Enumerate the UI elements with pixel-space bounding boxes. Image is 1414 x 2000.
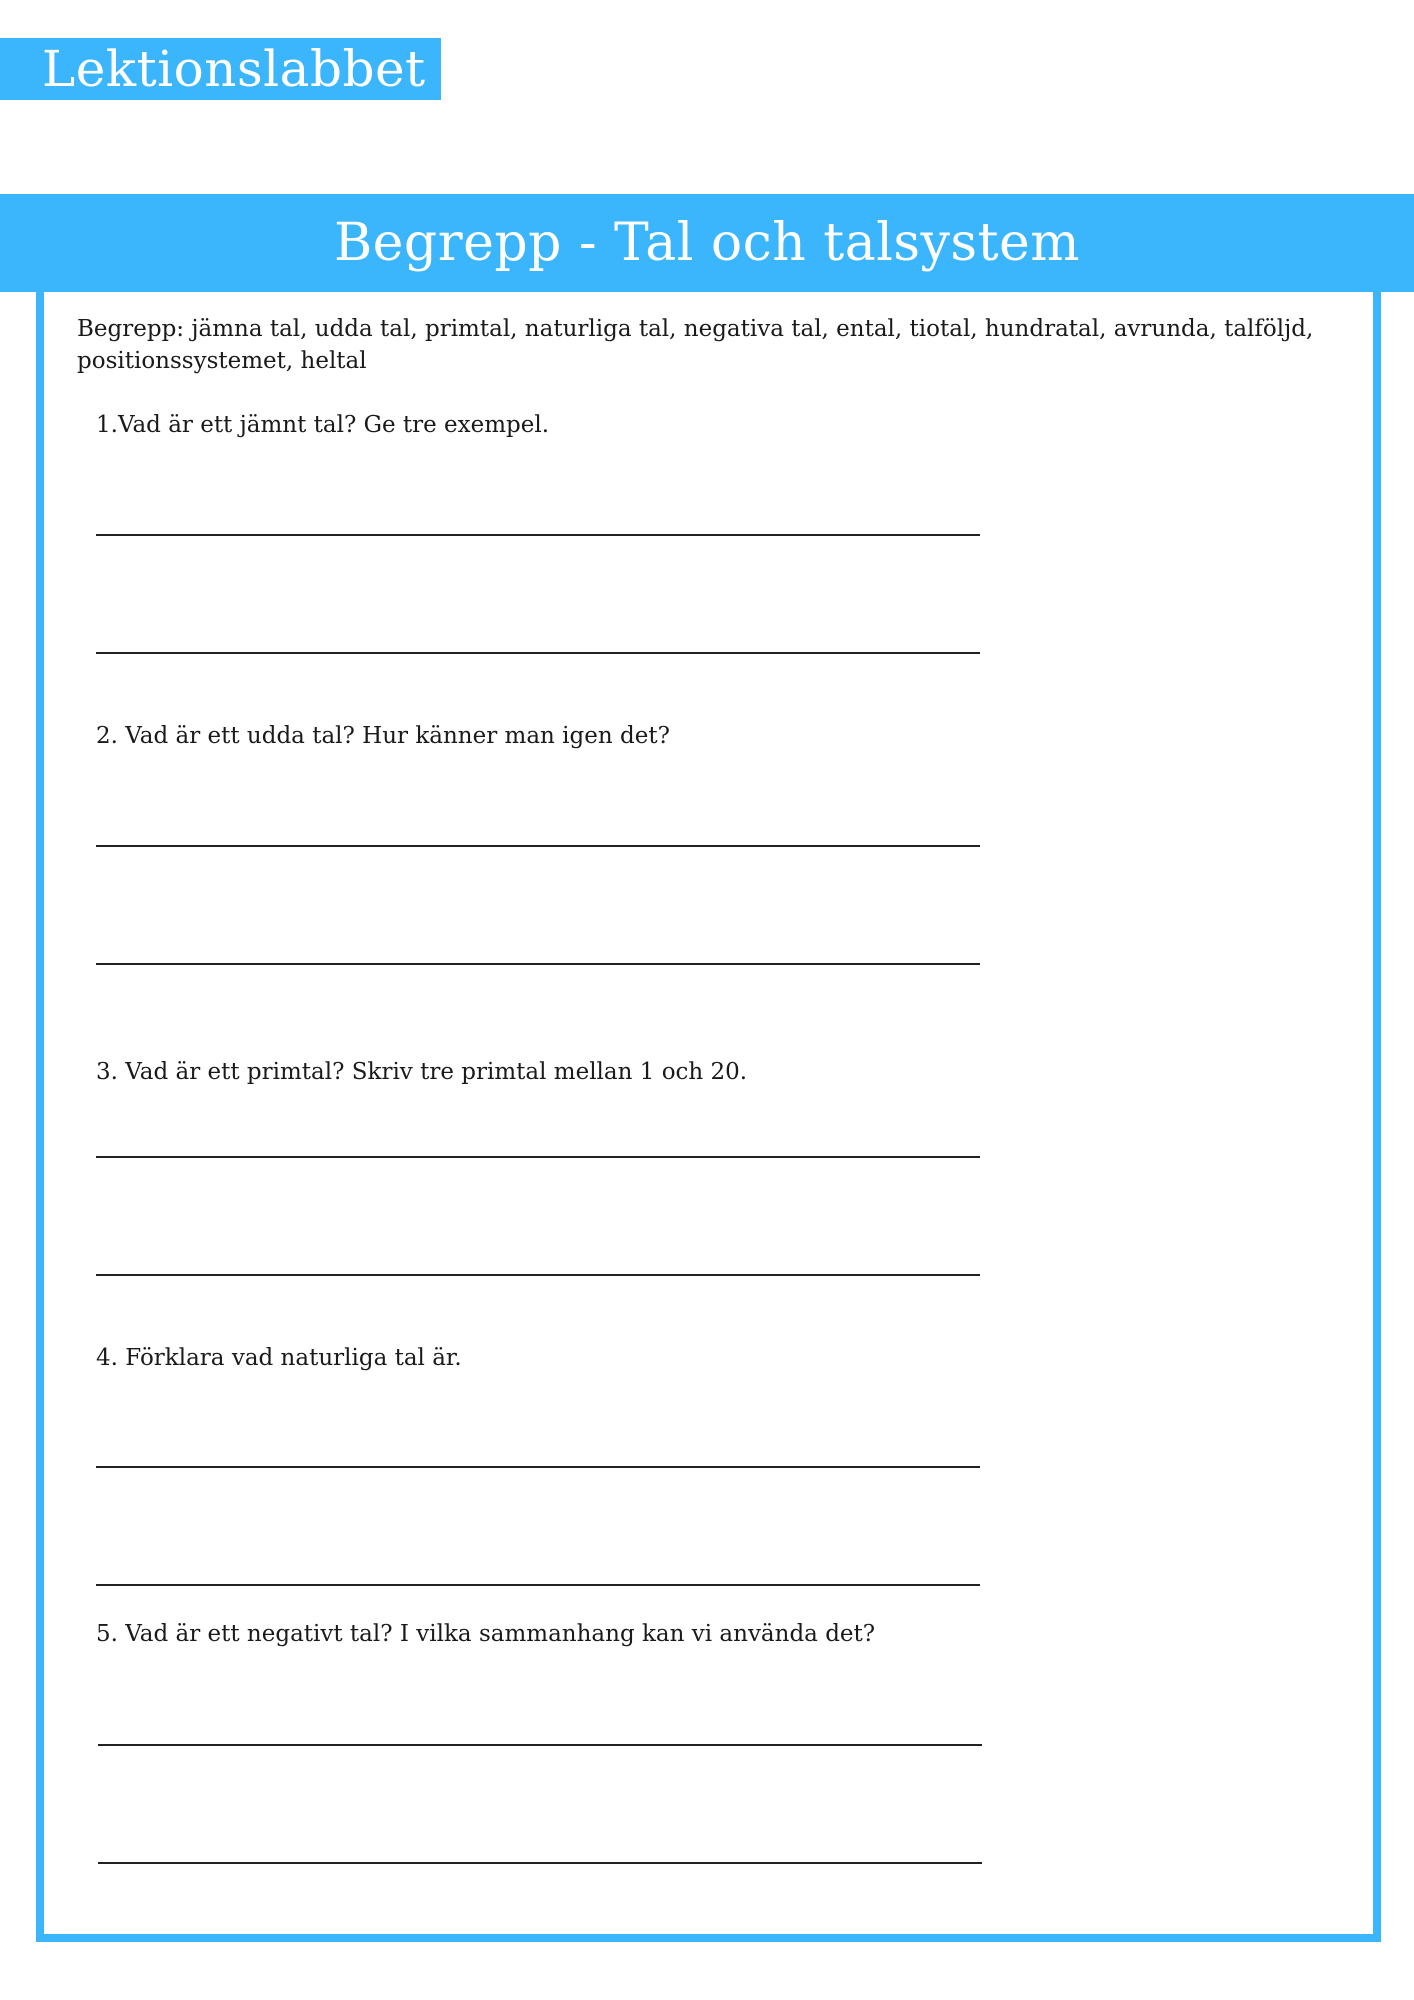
- answer-line-4a[interactable]: [96, 1466, 980, 1468]
- question-5: 5. Vad är ett negativt tal? I vilka sammanhang kan vi använda det?: [96, 1621, 876, 1647]
- answer-line-1a[interactable]: [96, 534, 980, 536]
- answer-line-5a[interactable]: [98, 1744, 982, 1746]
- question-2: 2. Vad är ett udda tal? Hur känner man igen det?: [96, 723, 670, 749]
- answer-line-4b[interactable]: [96, 1584, 980, 1586]
- worksheet-frame: [36, 292, 1381, 1942]
- answer-line-3b[interactable]: [96, 1274, 980, 1276]
- question-4: 4. Förklara vad naturliga tal är.: [96, 1345, 462, 1371]
- question-3: 3. Vad är ett primtal? Skriv tre primtal mellan 1 och 20.: [96, 1059, 748, 1085]
- answer-line-1b[interactable]: [96, 652, 980, 654]
- answer-line-2b[interactable]: [96, 963, 980, 965]
- brand-logo: Lektionslabbet: [0, 38, 441, 100]
- answer-line-2a[interactable]: [96, 845, 980, 847]
- page-title: Begrepp - Tal och talsystem: [0, 194, 1414, 292]
- answer-line-3a[interactable]: [96, 1156, 980, 1158]
- concepts-list: Begrepp: jämna tal, udda tal, primtal, naturliga tal, negativa tal, ental, tiotal, hundratal, avrunda, talföljd, positionssystemet, heltal: [77, 316, 1314, 374]
- question-1: 1.Vad är ett jämnt tal? Ge tre exempel.: [96, 412, 550, 438]
- answer-line-5b[interactable]: [98, 1862, 982, 1864]
